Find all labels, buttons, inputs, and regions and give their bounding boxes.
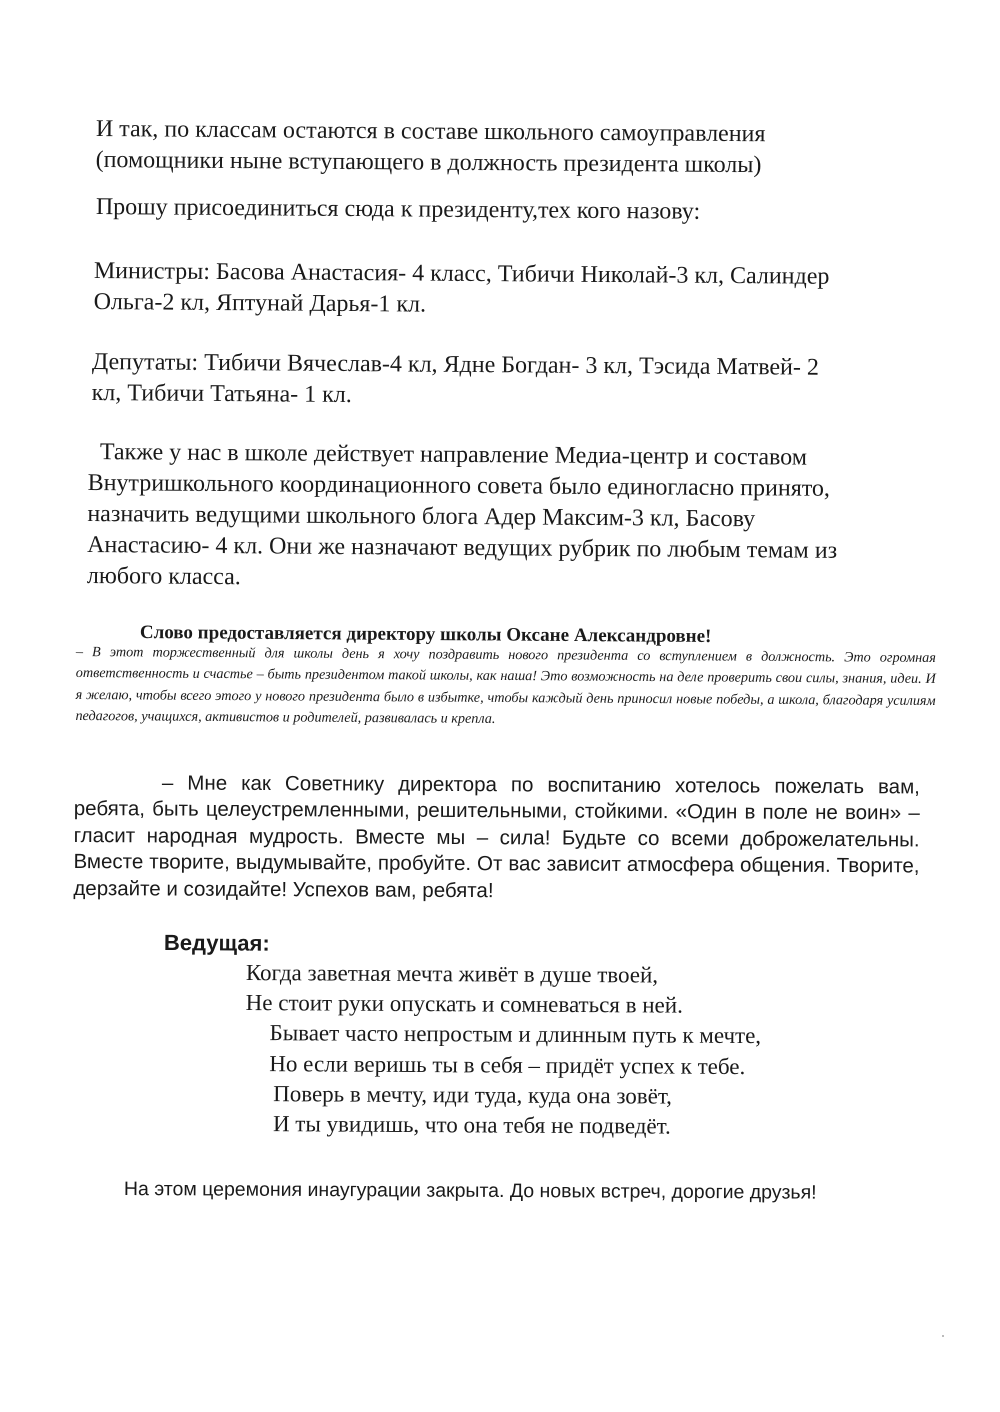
- ministers-line-1: Министры: Басова Анастасия- 4 класс, Тибичи Николай-3 кл, Салиндер: [93, 257, 830, 290]
- classes-line-2: (помощники ныне вступающего в должность президента школы): [95, 146, 762, 179]
- ministers-line-2: Ольга-2 кл, Яптунай Дарья-1 кл.: [93, 288, 427, 318]
- poem-line: Когда заветная мечта живёт в душе твоей,: [245, 959, 659, 988]
- media-center-paragraph: [87, 437, 938, 599]
- media-line-1: Также у нас в школе действует направление Медиа-центр и составом: [99, 439, 808, 471]
- poem-line: Бывает часто непростым и длинным путь к мечте,: [269, 1020, 762, 1049]
- media-line-2: Внутришкольного координационного совета было единогласно принято,: [87, 469, 831, 502]
- classes-paragraph: [96, 114, 896, 182]
- media-line-3: назначить ведущими школьного блога Адер Максим-3 кл, Басову: [87, 500, 756, 533]
- classes-line-1: И так, по классам остаются в составе школьного самоуправления: [95, 115, 766, 148]
- ministers-paragraph: [94, 256, 934, 325]
- poem-line: Но если веришь ты в себя – придёт успех к тебе.: [269, 1050, 746, 1079]
- director-heading: Слово предоставляется директору школы Оксане Александровне!: [139, 622, 712, 647]
- invite-paragraph: Прошу присоединиться сюда к президенту,тех кого назову:: [95, 193, 701, 225]
- poem-line: Не стоит руки опускать и сомневаться в ней.: [245, 990, 683, 1018]
- poem-line: И ты увидишь, что она тебя не подведёт.: [272, 1111, 671, 1139]
- scan-speck: [942, 1335, 944, 1337]
- closing-line: На этом церемония инаугурации закрыта. До новых встреч, дорогие друзья!: [123, 1178, 817, 1204]
- deputies-line-1: Депутаты: Тибичи Вячеслав-4 кл, Ядне Богдан- 3 кл, Тэсида Матвей- 2: [91, 348, 820, 381]
- advisor-speech: – Мне как Советнику директора по воспитанию хотелось пожелать вам, ребята, быть целеустремленными, решительными, стойкими. «Один в поле не воин» – гласит народная мудрость. Вместе мы – сила! Будьте со всеми доброжелательны. Вместе творите, выдумывайте, пробуйте. От вас зависит атмосфера общения. Творите, дерзайте и созидайте! Успехов вам, ребята!: [73, 771, 920, 902]
- media-line-5: любого класса.: [86, 562, 241, 591]
- poem: [245, 958, 886, 1143]
- media-line-4: Анастасию- 4 кл. Они же назначают ведущих рубрик по любым темам из: [87, 531, 838, 564]
- deputies-paragraph: [92, 347, 922, 416]
- poem-line: Поверь в мечту, иди туда, куда она зовёт,: [273, 1080, 673, 1109]
- director-speech: – В этот торжественный для школы день я хочу поздравить нового президента со вступлением в должность. Это огромная ответственность и счастье – быть президентом такой школы, как наша! Это возможность на деле проверить свои силы, знания, идеи. И я желаю, чтобы всего этого у нового президента было в избытке, чтобы каждый день приносил новые победы, а школа, благодаря усилиям педагогов, учащихся, активистов и родителей, развивалась и крепла.: [75, 643, 936, 727]
- deputies-line-2: кл, Тибичи Татьяна- 1 кл.: [91, 379, 352, 409]
- host-label: Ведущая:: [163, 930, 270, 956]
